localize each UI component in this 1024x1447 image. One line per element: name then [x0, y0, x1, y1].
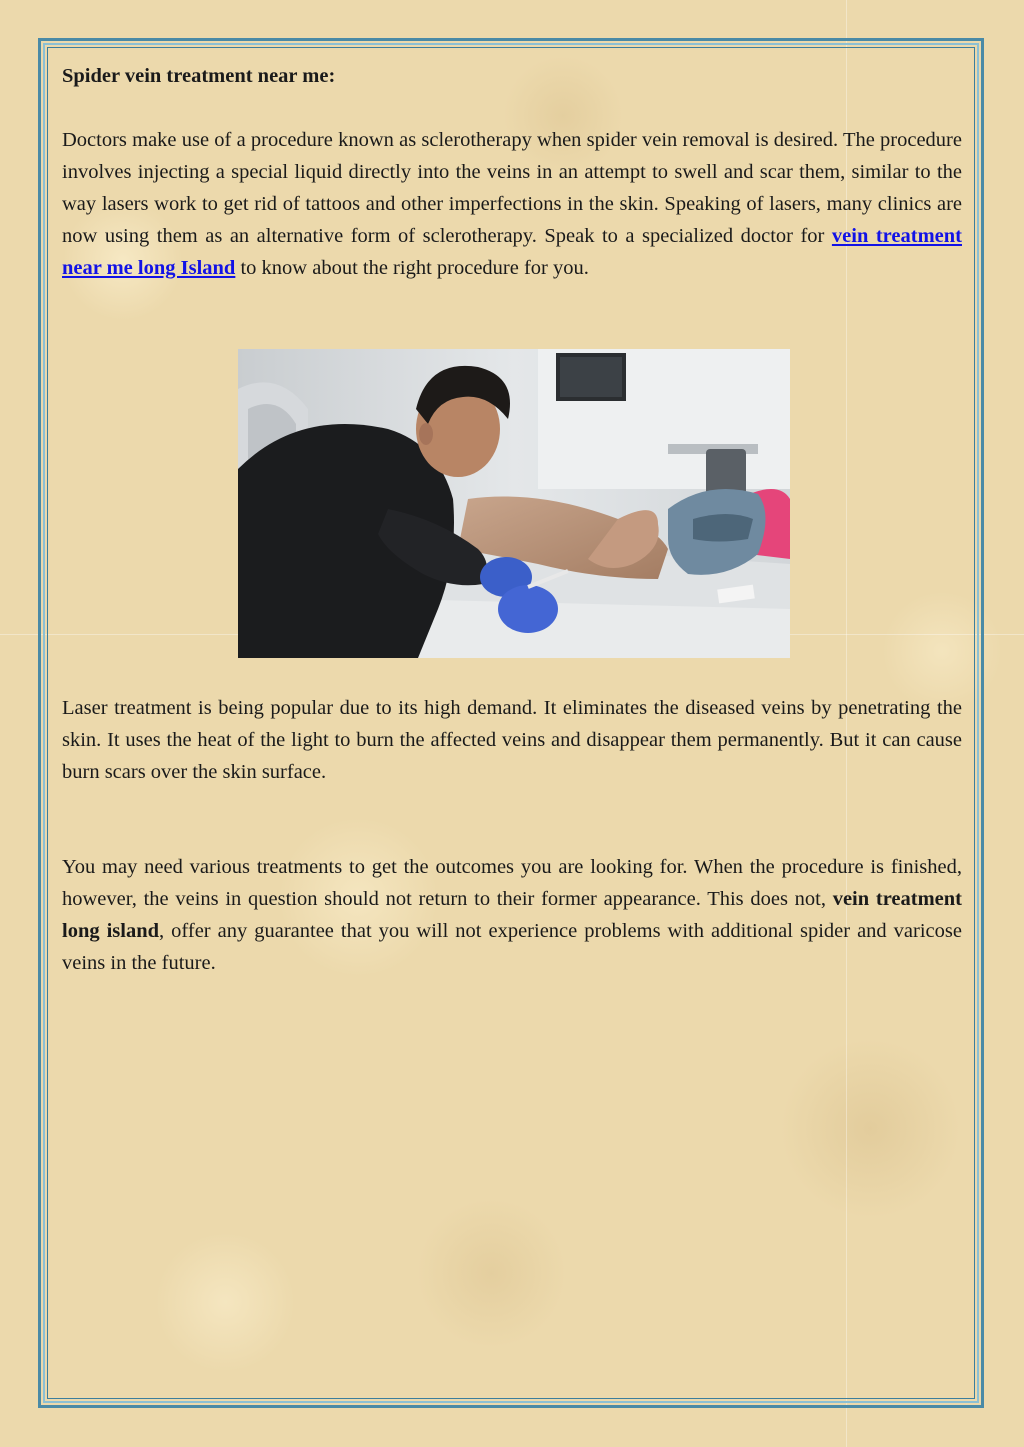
paragraph-laser-treatment: Laser treatment is being popular due to its high demand. It eliminates the diseased veins by penetrating the skin. It uses the heat of the light to burn the affected veins and disappear them permanently. But it can cause burn scars over the skin surface.: [62, 697, 962, 783]
document-heading: Spider vein treatment near me:: [62, 65, 336, 87]
doctor-treating-leg-photo: [238, 349, 790, 658]
paragraph-sclerotherapy: [62, 124, 962, 284]
document-body: [62, 60, 962, 284]
paragraph-text: You may need various treatments to get the outcomes you are looking for. When the procedure is finished, however, the veins in question should not return to their former appearance. This does not,: [62, 856, 962, 910]
vein-treatment-link[interactable]: vein treatment near me long Island: [62, 225, 962, 279]
paragraph-text: , offer any guarantee that you will not experience problems with additional spider and varicose veins in the future.: [62, 920, 962, 974]
paragraph-text: to know about the right procedure for you.: [235, 257, 589, 279]
bold-keyword: vein treatment long island: [62, 888, 962, 942]
paragraph-outcomes: [62, 851, 962, 979]
paragraph-text: Doctors make use of a procedure known as sclerotherapy when spider vein removal is desired. The procedure involves injecting a special liquid directly into the veins in an attempt to swell and scar them, similar to the way lasers work to get rid of tattoos and other imperfections in the skin. Speaking of lasers, many clinics are now using them as an alternative form of sclerotherapy. Speak to a specialized doctor for: [62, 129, 962, 247]
